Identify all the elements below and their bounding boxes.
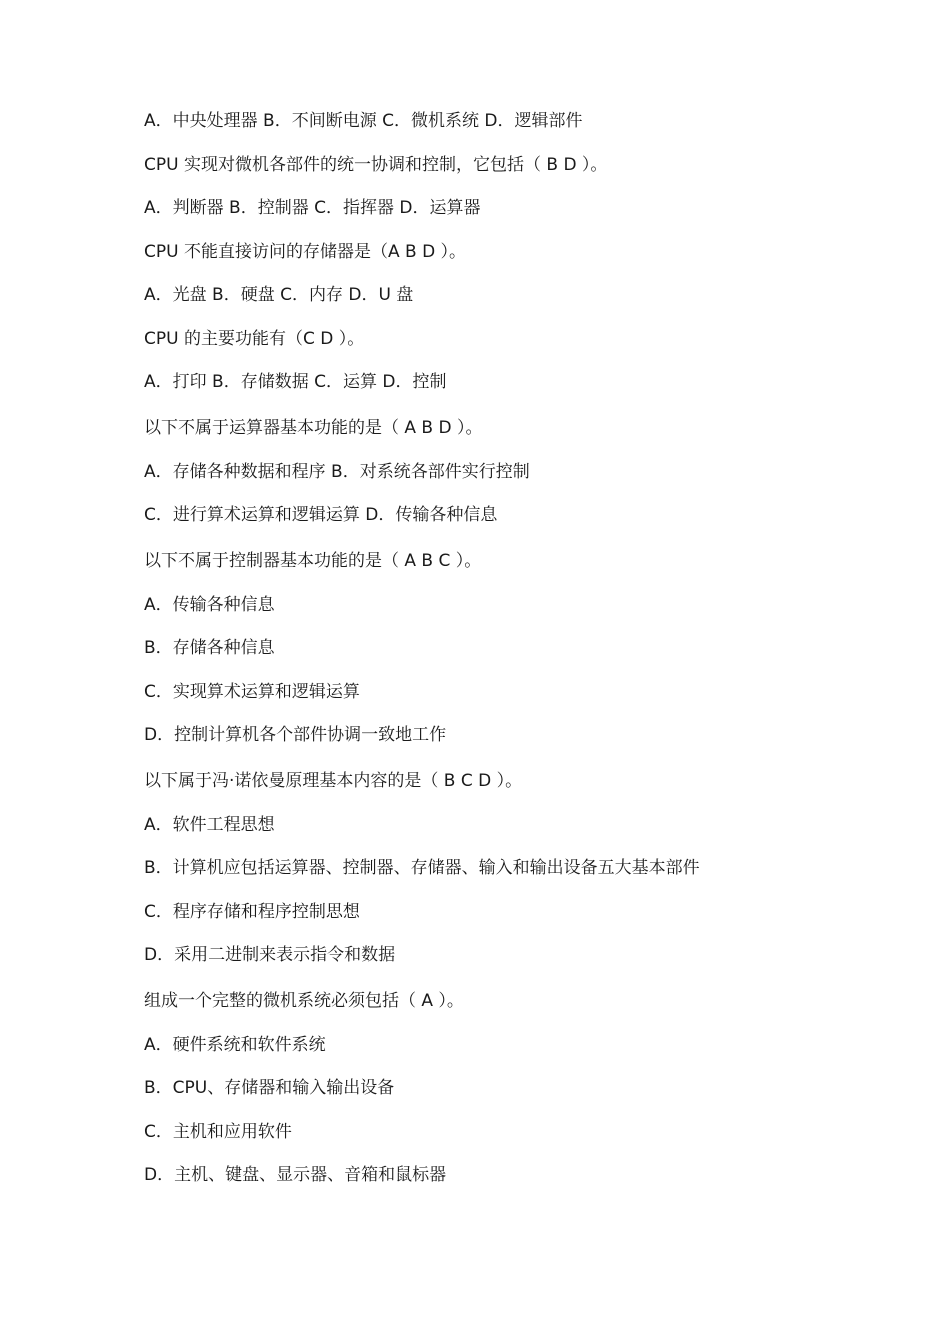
option-line: A．软件工程思想 (144, 814, 275, 835)
option-line: C．进行算术运算和逻辑运算 D．传输各种信息 (144, 505, 498, 525)
option-line: A．存储各种数据和程序 B．对系统各部件实行控制 (144, 461, 530, 482)
option-line: D．主机、键盘、显示器、音箱和鼠标器 (144, 1165, 447, 1185)
option-line: A．打印 B．存储数据 C．运算 D．控制 (144, 372, 447, 392)
option-line: C．主机和应用软件 (144, 1121, 292, 1142)
question-line: CPU 的主要功能有（C D ）。 (144, 328, 365, 349)
document-page (144, 110, 924, 1186)
option-line: A．传输各种信息 (144, 594, 275, 615)
question-line: CPU 不能直接访问的存储器是（A B D ）。 (144, 241, 467, 262)
option-line: B．CPU、存储器和输入输出设备 (144, 1078, 395, 1098)
option-line: D．采用二进制来表示指令和数据 (144, 945, 396, 965)
option-line: D．控制计算机各个部件协调一致地工作 (144, 725, 447, 745)
option-line: C．程序存储和程序控制思想 (144, 901, 360, 922)
question-line: 组成一个完整的微机系统必须包括（ A ）。 (144, 991, 464, 1011)
option-line: B．存储各种信息 (144, 638, 275, 658)
question-line: 以下不属于运算器基本功能的是（ A B D ）。 (144, 418, 483, 438)
option-line: B．计算机应包括运算器、控制器、存储器、输入和输出设备五大基本部件 (144, 858, 700, 878)
question-line: CPU 实现对微机各部件的统一协调和控制，它包括（ B D ）。 (144, 154, 608, 175)
option-line: A．中央处理器 B．不间断电源 C．微机系统 D．逻辑部件 (144, 111, 583, 131)
option-line: A．判断器 B．控制器 C．指挥器 D．运算器 (144, 198, 481, 218)
option-line: A．硬件系统和软件系统 (144, 1034, 326, 1055)
option-line: C．实现算术运算和逻辑运算 (144, 681, 360, 702)
option-line: A．光盘 B．硬盘 C．内存 D．U 盘 (144, 285, 414, 305)
question-line: 以下不属于控制器基本功能的是（ A B C ）。 (144, 551, 482, 571)
question-line: 以下属于冯·诺依曼原理基本内容的是（ B C D ）。 (144, 771, 523, 791)
